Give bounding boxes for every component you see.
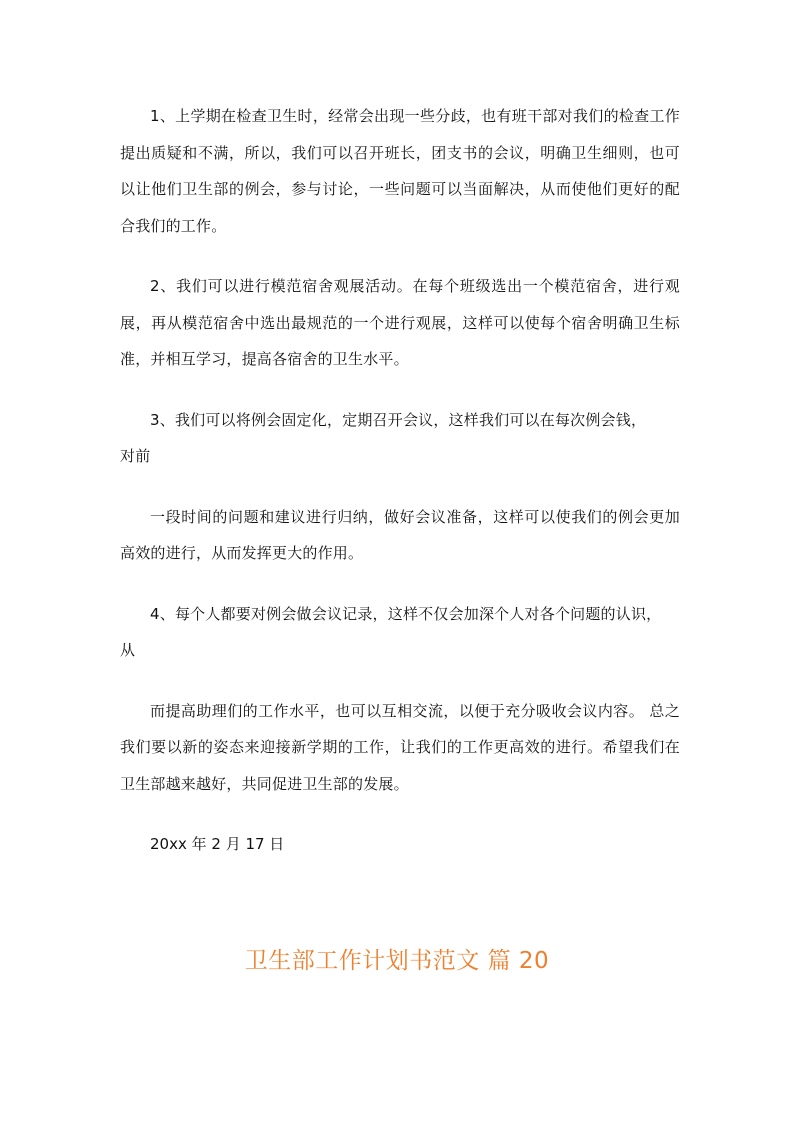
paragraph-3-continued: 一段时间的问题和建议进行归纳，做好会议准备，这样可以使我们的例会更加高效的进行，从而发挥更大的作用。	[120, 507, 680, 562]
document-body	[120, 98, 680, 887]
paragraph-4-first-line: 4、每个人都要对例会做会议记录，这样不仅会加深个人对各个问题的认识，	[150, 604, 662, 623]
paragraph-3-broken-word: 对前	[120, 447, 151, 465]
paragraph-1: 1、上学期在检查卫生时，经常会出现一些分歧，也有班干部对我们的检查工作提出质疑和不满，所以，我们可以召开班长，团支书的会议，明确卫生细则，也可以让他们卫生部的例会，参与讨论，一些问题可以当面解决，从而使他们更好的配合我们的工作。	[120, 107, 680, 235]
paragraph-4-broken-word: 从	[120, 641, 136, 659]
paragraph-3-first-line: 3、我们可以将例会固定化，定期召开会议，这样我们可以在每次例会钱，	[150, 410, 647, 429]
paragraph-4-continued: 而提高助理们的工作水平，也可以互相交流，以便于充分吸收会议内容。 总之我们要以新的姿态来迎接新学期的工作，让我们的工作更高效的进行。希望我们在卫生部越来越好，共同促进卫生部的发展。	[120, 701, 680, 793]
paragraph-2: 2、我们可以进行模范宿舍观展活动。在每个班级选出一个模范宿舍，进行观展，再从模范宿舍中选出最规范的一个进行观展，这样可以使每个宿舍明确卫生标准，并相互学习，提高各宿舍的卫生水平。	[120, 277, 680, 368]
next-section-heading: 卫生部工作计划书范文 篇 20	[244, 948, 550, 974]
document-date: 20xx 年 2 月 17 日	[150, 835, 285, 853]
